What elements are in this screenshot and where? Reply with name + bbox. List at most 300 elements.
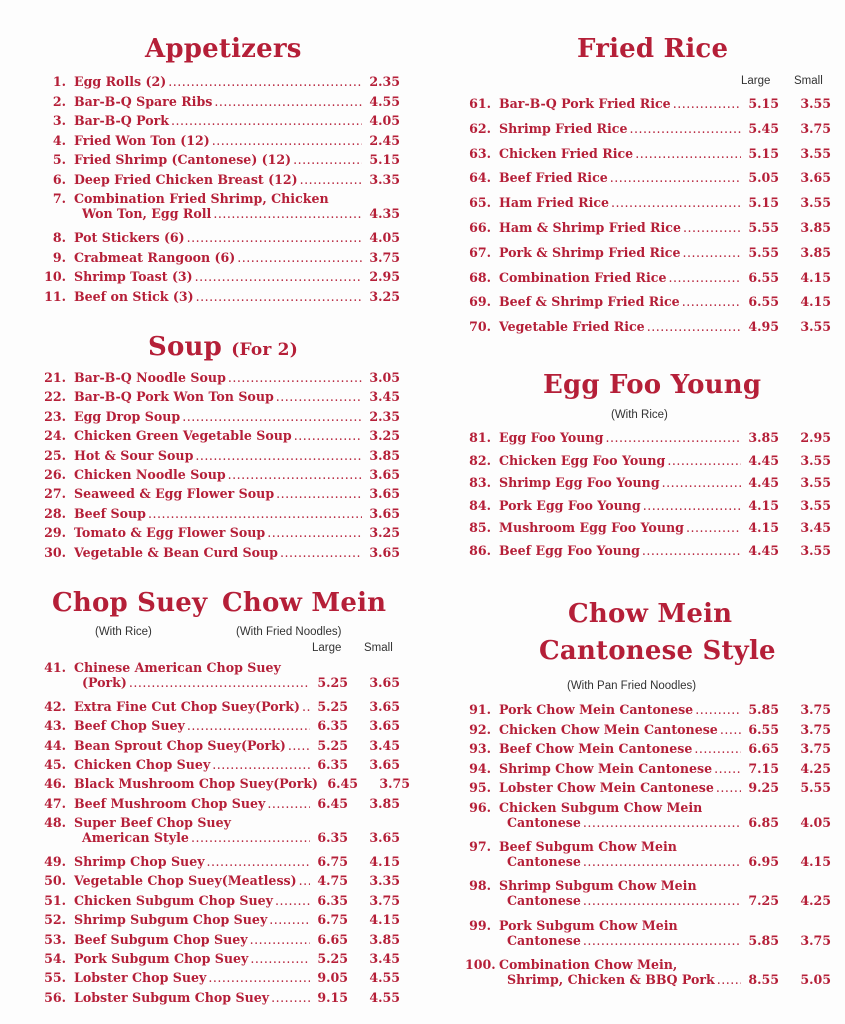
item-name: Beef Subgum Chow Mein xyxy=(499,839,677,855)
item-body xyxy=(499,195,831,210)
item-name: Vegetable Fried Rice xyxy=(499,319,645,335)
item-number: 52. xyxy=(44,912,66,928)
item-number: 85. xyxy=(469,520,491,536)
item-price-large: 7.15 xyxy=(748,760,779,776)
item-line xyxy=(74,757,400,772)
item-name: Shrimp Subgum Chow Mein xyxy=(499,878,697,894)
item-name: Bar-B-Q Pork Fried Rice xyxy=(499,96,671,111)
item-line xyxy=(499,475,831,490)
item-body xyxy=(499,498,831,513)
item-body xyxy=(499,430,831,445)
item-line xyxy=(499,430,831,445)
item-number: 99. xyxy=(469,917,491,933)
item-line xyxy=(74,152,400,167)
item-line xyxy=(74,172,400,187)
item-line xyxy=(74,206,400,221)
item-number: 22. xyxy=(44,389,66,405)
item-price-small: 4.15 xyxy=(800,294,831,310)
leader-dots xyxy=(275,893,310,908)
item-price-small: 3.65 xyxy=(369,698,400,714)
item-name: Bar-B-Q Pork xyxy=(74,113,170,128)
item-body xyxy=(499,270,831,285)
leader-dots xyxy=(280,545,362,560)
item-number: 25. xyxy=(44,447,66,463)
leader-dots xyxy=(583,893,741,908)
fried-rice-title: Fried Rice xyxy=(577,34,729,64)
item-price-large: 6.45 xyxy=(327,776,359,792)
leader-dots xyxy=(187,718,310,733)
item-price-small: 3.75 xyxy=(800,721,831,737)
item-number: 44. xyxy=(44,737,66,753)
item-name: Chicken Egg Foo Young xyxy=(499,452,666,468)
item-price: 3.65 xyxy=(369,505,400,521)
leader-dots xyxy=(667,453,741,468)
item-body xyxy=(74,370,400,385)
item-number: 45. xyxy=(44,757,66,772)
item-name: Crabmeat Rangoon (6) xyxy=(74,249,236,265)
item-body xyxy=(499,245,831,260)
item-price-large: 3.85 xyxy=(748,430,779,445)
item-number: 7. xyxy=(52,191,66,206)
item-price-large: 6.45 xyxy=(317,795,348,811)
item-number: 84. xyxy=(469,497,491,513)
item-price: 3.25 xyxy=(369,288,400,304)
item-body xyxy=(74,970,400,985)
item-name: Beef Subgum Chop Suey xyxy=(74,931,248,947)
item-number: 24. xyxy=(44,428,66,444)
item-name: Chinese American Chop Suey xyxy=(74,660,281,675)
item-body xyxy=(499,741,831,756)
item-line xyxy=(74,738,400,753)
item-line xyxy=(74,269,400,284)
appetizers-title: Appetizers xyxy=(145,34,302,64)
item-line xyxy=(499,543,831,558)
leader-dots xyxy=(195,269,362,284)
leader-dots xyxy=(276,486,362,501)
item-price-small: 4.15 xyxy=(369,854,400,869)
item-price: 3.35 xyxy=(369,171,400,187)
item-number: 64. xyxy=(469,170,491,186)
item-body xyxy=(74,738,400,753)
item-name: Shrimp Egg Foo Young xyxy=(499,475,660,491)
leader-dots xyxy=(694,741,741,756)
item-number: 26. xyxy=(44,467,66,482)
item-price-small: 5.05 xyxy=(800,971,831,987)
item-price: 3.65 xyxy=(369,467,400,482)
item-body xyxy=(499,294,831,309)
item-number: 70. xyxy=(469,319,491,335)
item-line xyxy=(74,74,400,89)
leader-dots xyxy=(228,370,362,385)
item-price-small: 5.55 xyxy=(800,780,831,796)
item-name: Seaweed & Egg Flower Soup xyxy=(74,486,275,502)
item-number: 8. xyxy=(52,230,66,245)
leader-dots xyxy=(212,133,362,148)
leader-dots xyxy=(583,815,741,830)
item-number: 67. xyxy=(469,244,491,260)
item-body xyxy=(499,722,831,737)
item-price-large: 6.55 xyxy=(748,294,779,310)
item-price-large: 6.35 xyxy=(317,892,348,908)
item-name: Beef Egg Foo Young xyxy=(499,543,640,558)
item-line xyxy=(499,722,831,737)
item-body xyxy=(74,699,400,714)
item-name: Deep Fried Chicken Breast (12) xyxy=(74,171,298,187)
item-line xyxy=(74,230,400,245)
item-name-cont: Cantonese xyxy=(507,893,581,909)
leader-dots xyxy=(583,854,741,869)
item-line xyxy=(74,675,400,690)
item-number: 69. xyxy=(469,294,491,310)
item-line xyxy=(499,520,831,535)
leader-dots xyxy=(682,294,741,309)
item-number: 2. xyxy=(52,93,66,109)
item-body xyxy=(499,453,831,468)
item-number: 96. xyxy=(469,800,491,815)
item-body xyxy=(74,94,400,109)
item-line xyxy=(499,972,831,987)
item-price-small: 3.65 xyxy=(369,830,400,846)
item-price-large: 4.45 xyxy=(748,452,779,468)
item-price-large: 9.15 xyxy=(317,989,348,1005)
item-body xyxy=(499,319,831,334)
chop-suey-large-header: Large xyxy=(312,642,342,654)
item-number: 9. xyxy=(52,249,66,265)
item-price: 3.65 xyxy=(369,544,400,560)
item-price-small: 3.85 xyxy=(800,220,831,235)
item-price-large: 9.25 xyxy=(748,780,779,796)
item-body xyxy=(74,990,400,1005)
item-price-small: 4.25 xyxy=(800,893,831,909)
item-line xyxy=(74,718,400,733)
item-name: Shrimp Chop Suey xyxy=(74,854,205,869)
leader-dots xyxy=(605,430,741,445)
item-body xyxy=(74,74,400,89)
item-price: 3.25 xyxy=(369,525,400,541)
item-name: Chicken Noodle Soup xyxy=(74,467,226,482)
item-line xyxy=(74,776,411,792)
item-price-small: 2.95 xyxy=(800,430,831,445)
item-body xyxy=(499,918,831,948)
item-body xyxy=(74,506,400,521)
item-price: 3.75 xyxy=(369,249,400,265)
item-line xyxy=(499,933,831,948)
item-line xyxy=(74,854,400,869)
item-price-large: 5.15 xyxy=(748,145,779,161)
item-line xyxy=(74,506,400,521)
item-line xyxy=(74,389,400,404)
item-price-small: 4.55 xyxy=(369,989,400,1005)
item-name: Tomato & Egg Flower Soup xyxy=(74,525,266,541)
leader-dots xyxy=(299,873,310,888)
item-number: 55. xyxy=(44,970,66,986)
item-line xyxy=(499,294,831,309)
leader-dots xyxy=(717,972,741,987)
item-number: 6. xyxy=(52,171,66,187)
leader-dots xyxy=(300,172,362,187)
item-body xyxy=(74,893,400,908)
item-number: 53. xyxy=(44,931,66,947)
item-name: Ham & Shrimp Fried Rice xyxy=(499,220,681,235)
item-body xyxy=(74,951,400,966)
leader-dots xyxy=(583,933,741,948)
leader-dots xyxy=(668,270,741,285)
leader-dots xyxy=(683,245,742,260)
item-line xyxy=(499,245,831,260)
item-price: 2.45 xyxy=(369,132,400,148)
item-body xyxy=(74,428,400,443)
item-line xyxy=(74,699,400,714)
item-price-large: 5.25 xyxy=(317,737,348,753)
item-line xyxy=(74,370,400,385)
chow-mein-subtitle: (With Fried Noodles) xyxy=(236,626,342,638)
item-line xyxy=(499,195,831,210)
item-number: 5. xyxy=(52,152,66,167)
item-price-small: 3.85 xyxy=(369,795,400,811)
item-number: 1. xyxy=(52,74,66,89)
item-number: 86. xyxy=(469,543,491,558)
item-body xyxy=(499,543,831,558)
fried-rice-small-header: Small xyxy=(794,75,823,87)
item-line xyxy=(74,113,400,128)
item-price-large: 6.75 xyxy=(317,854,348,869)
item-price-small: 3.45 xyxy=(800,520,831,536)
item-name: Egg Rolls (2) xyxy=(74,74,167,89)
item-number: 30. xyxy=(44,544,66,560)
item-name: Extra Fine Cut Chop Suey(Pork) xyxy=(74,698,300,714)
leader-dots xyxy=(686,520,741,535)
leader-dots xyxy=(237,250,362,265)
item-name: Fried Shrimp (Cantonese) (12) xyxy=(74,152,292,167)
item-price-small: 3.65 xyxy=(369,675,400,690)
item-price-small: 3.55 xyxy=(800,195,831,211)
leader-dots xyxy=(269,912,310,927)
item-name: Chicken Chop Suey xyxy=(74,757,211,772)
item-name: Lobster Chop Suey xyxy=(74,970,207,986)
item-number: 49. xyxy=(44,854,66,869)
item-number: 56. xyxy=(44,989,66,1005)
item-name: Chicken Subgum Chop Suey xyxy=(74,892,273,908)
item-price-small: 4.15 xyxy=(800,854,831,870)
item-name: Beef Mushroom Chop Suey xyxy=(74,795,266,811)
item-price-large: 5.15 xyxy=(748,195,779,211)
leader-dots xyxy=(191,830,310,845)
item-body xyxy=(499,878,831,908)
item-price: 3.65 xyxy=(369,486,400,502)
item-price-large: 6.55 xyxy=(748,721,779,737)
item-line xyxy=(74,970,400,985)
item-name: Lobster Chow Mein Cantonese xyxy=(499,780,714,796)
item-line xyxy=(74,545,400,560)
item-price-small: 4.15 xyxy=(800,269,831,285)
item-price-small: 4.55 xyxy=(369,970,400,986)
leader-dots xyxy=(267,525,362,540)
item-line xyxy=(74,448,400,463)
item-price-large: 5.25 xyxy=(317,951,348,966)
item-name: Combination Fried Rice xyxy=(499,269,667,285)
item-price-small: 3.65 xyxy=(369,757,400,772)
item-name: Hot & Sour Soup xyxy=(74,447,194,463)
leader-dots xyxy=(611,195,741,210)
item-price-small: 3.65 xyxy=(369,718,400,734)
item-name: Ham Fried Rice xyxy=(499,195,610,211)
item-number: 3. xyxy=(52,113,66,128)
item-body xyxy=(74,152,400,167)
leader-dots xyxy=(214,94,362,109)
item-name: Black Mushroom Chop Suey(Pork) xyxy=(74,776,319,792)
item-price-small: 3.45 xyxy=(369,951,400,966)
item-name: Egg Drop Soup xyxy=(74,408,181,424)
item-body xyxy=(499,170,831,185)
leader-dots xyxy=(635,146,741,161)
leader-dots xyxy=(213,206,362,221)
leader-dots xyxy=(148,506,362,521)
leader-dots xyxy=(714,761,741,776)
item-name: Bar-B-Q Pork Won Ton Soup xyxy=(74,389,274,405)
item-number: 66. xyxy=(469,220,491,235)
item-name: Vegetable & Bean Curd Soup xyxy=(74,544,278,560)
item-number: 97. xyxy=(469,839,491,855)
cantonese-title-line2: Cantonese Style xyxy=(539,636,776,666)
item-number: 100. xyxy=(465,956,496,972)
item-body xyxy=(499,761,831,776)
item-price-large: 4.75 xyxy=(317,873,348,889)
leader-dots xyxy=(629,121,741,136)
leader-dots xyxy=(288,738,310,753)
item-line xyxy=(74,932,400,947)
item-name-cont: Won Ton, Egg Roll xyxy=(82,206,212,221)
leader-dots xyxy=(182,409,362,424)
item-name-cont: American Style xyxy=(82,830,189,846)
item-price: 4.05 xyxy=(369,230,400,245)
item-price-small: 4.25 xyxy=(800,760,831,776)
item-number: 94. xyxy=(469,760,491,776)
item-price-large: 5.45 xyxy=(748,120,779,136)
leader-dots xyxy=(195,448,362,463)
item-body xyxy=(499,146,831,161)
item-price: 3.85 xyxy=(369,447,400,463)
item-body xyxy=(74,486,400,501)
leader-dots xyxy=(196,289,362,304)
item-price-large: 5.85 xyxy=(748,702,779,717)
item-price-small: 4.05 xyxy=(800,815,831,830)
item-body xyxy=(499,96,831,111)
item-number: 50. xyxy=(44,873,66,889)
item-number: 43. xyxy=(44,718,66,734)
item-number: 54. xyxy=(44,951,66,966)
item-name: Bar-B-Q Spare Ribs xyxy=(74,93,213,109)
item-line xyxy=(499,893,831,908)
leader-dots xyxy=(250,932,310,947)
item-number: 47. xyxy=(44,795,66,811)
item-price-small: 3.65 xyxy=(800,170,831,186)
leader-dots xyxy=(673,96,741,111)
item-number: 82. xyxy=(469,452,491,468)
item-price-large: 6.75 xyxy=(317,912,348,928)
item-price-small: 3.75 xyxy=(800,702,831,717)
chop-suey-title: Chop Suey xyxy=(52,588,208,618)
item-name: Combination Chow Mein, xyxy=(499,956,678,972)
leader-dots xyxy=(293,152,362,167)
item-name: Vegetable Chop Suey(Meatless) xyxy=(74,873,297,889)
item-price-large: 5.15 xyxy=(748,96,779,111)
chop-suey-subtitle: (With Rice) xyxy=(95,626,152,638)
leader-dots xyxy=(642,543,741,558)
item-number: 42. xyxy=(44,698,66,714)
leader-dots xyxy=(267,796,310,811)
item-price-large: 4.95 xyxy=(748,319,779,335)
item-number: 68. xyxy=(469,269,491,285)
item-name: Beef Chow Mein Cantonese xyxy=(499,741,693,757)
item-price-small: 3.55 xyxy=(800,145,831,161)
item-price-large: 5.85 xyxy=(748,932,779,948)
item-number: 98. xyxy=(469,878,491,894)
item-price-large: 6.65 xyxy=(317,931,348,947)
item-price-small: 4.15 xyxy=(369,912,400,928)
leader-dots xyxy=(212,757,310,772)
item-price: 3.25 xyxy=(369,428,400,444)
item-number: 65. xyxy=(469,195,491,211)
item-name: Super Beef Chop Suey xyxy=(74,815,231,831)
item-price-large: 6.95 xyxy=(748,854,779,870)
leader-dots xyxy=(610,170,741,185)
item-body xyxy=(74,815,400,845)
chop-suey-small-header: Small xyxy=(364,642,393,654)
item-number: 91. xyxy=(469,702,491,717)
item-price-small: 3.75 xyxy=(800,741,831,757)
item-number: 28. xyxy=(44,505,66,521)
item-price-large: 6.35 xyxy=(317,830,348,846)
item-body xyxy=(74,932,400,947)
item-number: 62. xyxy=(469,120,491,136)
item-line xyxy=(74,951,400,966)
item-line xyxy=(74,289,400,304)
leader-dots xyxy=(129,675,310,690)
item-price: 4.35 xyxy=(369,206,400,221)
item-line xyxy=(499,741,831,756)
item-body xyxy=(499,220,831,235)
item-line xyxy=(74,912,400,927)
item-line xyxy=(499,854,831,869)
item-price-large: 8.55 xyxy=(748,971,779,987)
cantonese-title-line1: Chow Mein xyxy=(568,599,733,629)
item-price-large: 7.25 xyxy=(748,893,779,909)
item-body xyxy=(74,545,400,560)
item-body xyxy=(74,448,400,463)
fried-rice-large-header: Large xyxy=(741,75,771,87)
item-name: Chicken Subgum Chow Mein xyxy=(499,800,703,815)
leader-dots xyxy=(171,113,362,128)
item-line xyxy=(499,319,831,334)
item-name: Chicken Chow Mein Cantonese xyxy=(499,721,718,737)
item-name: Lobster Subgum Chop Suey xyxy=(74,989,270,1005)
item-name: Egg Foo Young xyxy=(499,430,604,445)
item-number: 81. xyxy=(469,430,491,445)
leader-dots xyxy=(302,699,310,714)
item-name: Pot Stickers (6) xyxy=(74,230,185,245)
item-name-cont: Cantonese xyxy=(507,854,581,870)
item-number: 95. xyxy=(469,780,491,796)
item-name: Bean Sprout Chop Suey(Pork) xyxy=(74,737,286,753)
leader-dots xyxy=(207,854,310,869)
item-name-cont: Cantonese xyxy=(507,815,581,830)
item-name: Chicken Fried Rice xyxy=(499,145,634,161)
leader-dots xyxy=(662,475,741,490)
item-name: Beef Fried Rice xyxy=(499,170,608,186)
item-price-small: 3.55 xyxy=(800,452,831,468)
item-line xyxy=(499,761,831,776)
item-number: 48. xyxy=(44,815,66,831)
